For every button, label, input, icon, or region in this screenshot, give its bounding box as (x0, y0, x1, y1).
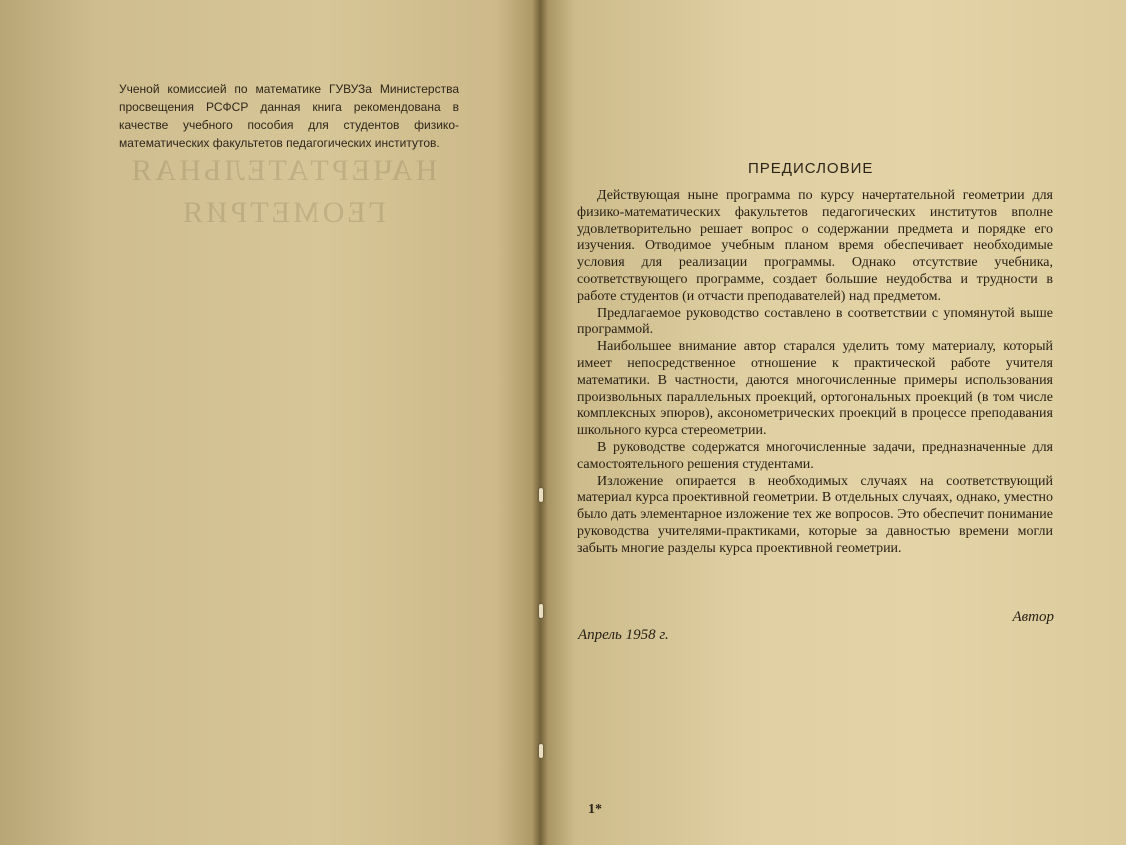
preface-paragraph: Изложение опирается в необходимых случаях на соответствующий материал курса проективной геометрии. В отдельных случаях, однако, уместно было дать элементарное изложение тех же вопросов. Это обеспечит понимание руководства учителями-практиками, которые за давностью времени могли забыть многие разделы курса проективной геометрии. (577, 473, 1053, 556)
preface-date: Апрель 1958 г. (578, 627, 669, 643)
left-page (0, 0, 540, 845)
binding-stitch (539, 604, 543, 618)
signature-mark: 1* (588, 802, 602, 817)
preface-body (577, 188, 1053, 558)
author-signature: Автор (1012, 609, 1054, 625)
preface-paragraph: В руководстве содержатся многочисленные задачи, предназначенные для самостоятельного решения студентами. (577, 439, 1053, 472)
preface-paragraph: Действующая ныне программа по курсу начертательной геометрии для физико-математических факультетов педагогических институтов вполне удовлетворительно решает вопрос о содержании предмета и порядке его изучения. Отводимое учебным планом время обеспечивает необходимые условия для реализации программы. Однако отсутствие учебника, соответствующего программе, создает большие неудобства и трудности в работе студентов (и отчасти преподавателей) над предметом. (577, 188, 1053, 304)
book-gutter (532, 0, 548, 845)
approval-note (119, 80, 459, 152)
binding-stitch (539, 744, 543, 758)
preface-paragraph: Наибольшее внимание автор старался уделить тому материалу, который имеет непосредственное отношение к практической работе учителя математики. В частности, даются многочисленные примеры использования произвольных параллельных проекций, ортогональных проекций (в том числе комплексных эпюров), аксонометрических проекций в процессе преподавания школьного курса стереометрии. (577, 339, 1053, 439)
show-through-text: НАЧЕРТАТЕЛЬНАЯ ГЕОМЕТРИЯ (128, 154, 438, 229)
binding-stitch (539, 488, 543, 502)
preface-heading: ПРЕДИСЛОВИЕ (748, 160, 874, 177)
preface-paragraph: Предлагаемое руководство составлено в соответствии с упомянутой выше программой. (577, 305, 1053, 338)
approval-note-text: Ученой комиссией по математике ГУВУЗа Министерства просвещения РСФСР данная книга рекомендована в качестве учебного пособия для студентов физико-математических факультетов педагогических институтов. (119, 82, 459, 150)
